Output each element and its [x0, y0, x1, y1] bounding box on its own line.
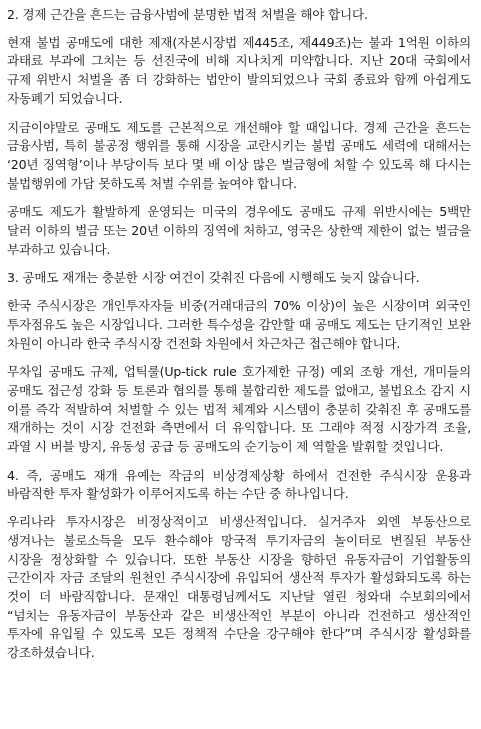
paragraph-investment-market: 우리나라 투자시장은 비정상적이고 비생산적입니다. 실거주자 외엔 부동산으로 생겨나는 불로소득을 모두 환수해야 망국적 투기자금의 놀이터로 변질된 부동산 시장을 정상화할 수 있습니다. 또한 부동산 시장을 향하던 유동자금이 기업활동의 근간이자 자금 조달의 원천인 주식시장에 유입되어 생산적 투자가 활성화되도록 하는 것이 더 바람직합니다. 문재인 대통령님께서도 지난달 열린 청와대 수보회의에서 “넘치는 유동자금이 부동산과 같은 비생산적인 부분이 아니라 건전하고 생산적인 투자에 유입될 수 있도록 모든 정책적 수단을 강구해야 한다”며 주식시장 활성화를 강조하셨습니다.: [7, 514, 471, 661]
section-heading-2: 2. 경제 근간을 흔드는 금융사범에 분명한 법적 처벌을 해야 합니다.: [7, 7, 368, 22]
section-heading-4: 4. 즉, 공매도 재개 유예는 작금의 비상경제상황 하에서 건전한 주식시장 운용과 바람직한 투자 활성화가 이루어지도록 하는 수단 중 하나입니다.: [7, 467, 471, 502]
paragraph-us-uk-comparison: 공매도 제도가 활발하게 운영되는 미국의 경우에도 공매도 규제 위반시에는 5백만 달러 이하의 벌금 또는 20년 이하의 징역에 처하고, 영국은 상한액 제한이 없는 벌금을 부과하고 있습니다.: [7, 204, 471, 257]
paragraph-korean-market: 한국 주식시장은 개인투자자들 비중(거래대금의 70% 이상)이 높은 시장이며 외국인 투자점유도 높은 시장입니다. 그러한 특수성을 감안할 때 공매도 제도는 단기적인 보완 차원이 아니라 한국 주식시장 건전화 차원에서 차근차근 접근해야 합니다.: [7, 298, 471, 351]
paragraph-penalty-reform: 지금이야말로 공매도 제도를 근본적으로 개선해야 할 때입니다. 경제 근간을 흔드는 금융사범, 특히 불공정 행위를 통해 시장을 교란시키는 불법 공매도 세력에 대해서는 ‘20년 징역형’이나 부당이득 보다 몇 배 이상 많은 벌금형에 처할 수 있도록 해 다시는 불법행위에 가담 못하도록 처벌 수위를 높여야 합니다.: [7, 119, 471, 191]
paragraph-rule-improvements: 무차입 공매도 규제, 업틱룰(Up-tick rule 호가제한 규정) 예외 조항 개선, 개미들의 공매도 접근성 강화 등 토론과 협의를 통해 불합리한 제도를 없애고, 불법요소 감지 시 이를 즉각 적발하여 처벌할 수 있는 법적 체계와 시스템이 충분히 갖춰진 후 공매도를 재개하는 것이 시장 건전화 측면에서 더 유익합니다. 또 그래야 적정 시장가격 조율, 과열 시 버블 방지, 유동성 공급 등 공매도의 순기능이 제 역할을 발휘할 것입니다.: [7, 364, 471, 455]
section-heading-3: 3. 공매도 재개는 충분한 시장 여건이 갖춰진 다음에 시행해도 늦지 않습니다.: [7, 270, 420, 286]
paragraph-penalty-current: 현재 불법 공매도에 대한 제재(자본시장법 제445조, 제449조)는 불과 1억원 이하의 과태료 부과에 그치는 등 선진국에 비해 지나치게 미약합니다. 지난 20대 국회에서 규제 위반시 처벌을 좀 더 강화하는 법안이 발의되었으나 국회 종료와 함께 아쉽게도 자동폐기 되었습니다.: [7, 34, 471, 106]
